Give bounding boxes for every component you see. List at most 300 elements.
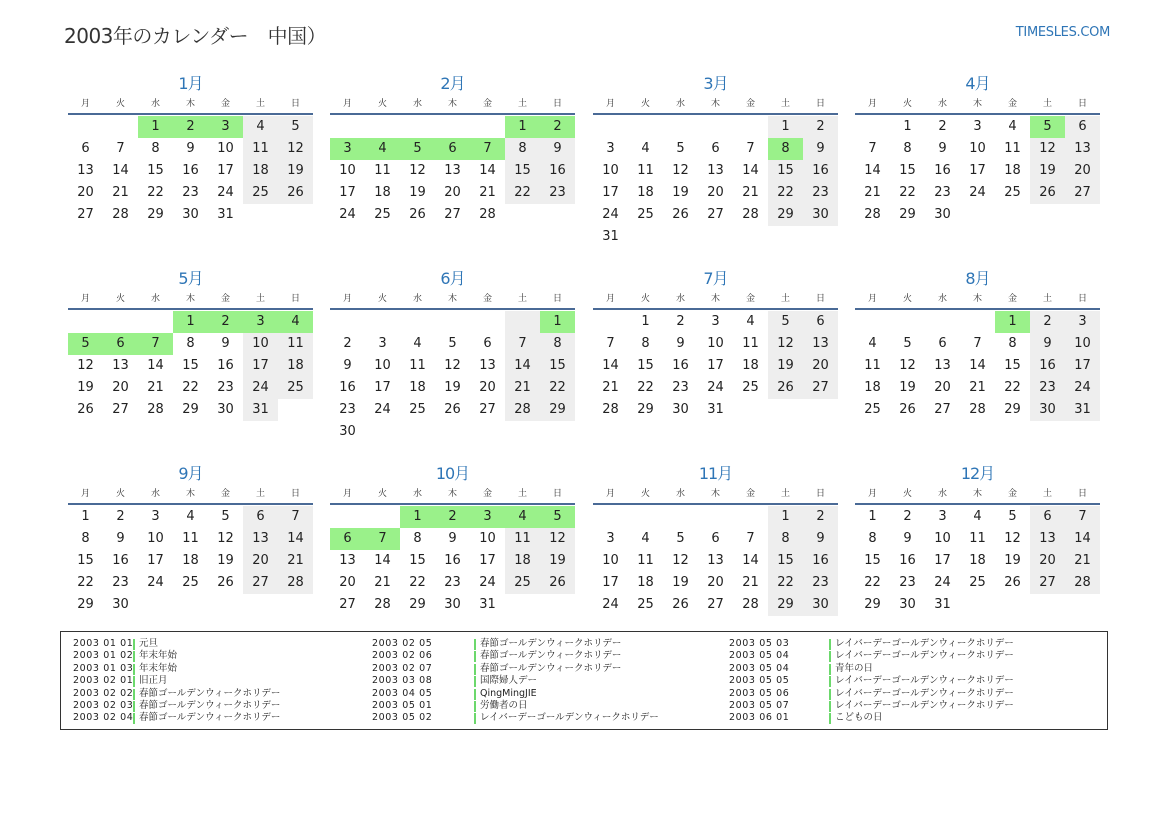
legend-date: 2003 01 03	[73, 662, 134, 674]
month-block	[593, 463, 838, 616]
day-cell: 2	[938, 119, 947, 134]
day-cell: 6	[711, 141, 720, 156]
weekday-label: 火	[902, 99, 912, 109]
day-cell: 29	[182, 402, 199, 417]
weekday-label: 月	[80, 294, 90, 304]
day-cell: 29	[768, 204, 803, 226]
empty-day-cell	[435, 116, 470, 138]
day-cell: 25	[278, 377, 313, 399]
legend-marker	[133, 701, 135, 712]
weekday-label: 木	[185, 294, 195, 304]
empty-day-cell	[960, 311, 995, 333]
day-cell: 9	[343, 358, 352, 373]
legend-holiday-name: 年末年始	[139, 662, 178, 674]
day-cell: 6	[1030, 506, 1065, 528]
day-cell: 26	[672, 207, 689, 222]
day-cell: 5	[221, 509, 230, 524]
legend-holiday-name: 年末年始	[139, 650, 178, 662]
legend-row	[729, 675, 1014, 687]
weekday-label: 月	[867, 99, 877, 109]
day-cell: 2	[435, 506, 470, 528]
day-cell: 15	[899, 163, 916, 178]
empty-day-cell	[365, 311, 400, 333]
month-block	[330, 73, 575, 226]
weekday-label: 水	[412, 294, 422, 304]
day-cell: 26	[278, 182, 313, 204]
legend-row	[73, 675, 280, 687]
day-cell: 28	[1065, 572, 1100, 594]
day-grid	[330, 311, 575, 443]
month-block	[68, 73, 313, 226]
legend-holiday-name: レイバーデーゴールデンウィークホリデー	[835, 638, 1014, 649]
legend-holiday-name: こどもの日	[835, 712, 883, 724]
day-cell: 24	[602, 207, 619, 222]
day-cell: 9	[676, 336, 685, 351]
weekday-label: 土	[255, 294, 265, 304]
day-cell: 18	[243, 160, 278, 182]
legend-marker	[474, 651, 476, 662]
day-cell: 30	[1030, 399, 1065, 421]
weekday-header	[855, 487, 1100, 501]
day-cell: 6	[435, 138, 470, 160]
day-cell: 6	[103, 333, 138, 355]
day-cell: 2	[1030, 311, 1065, 333]
legend-date: 2003 02 07	[372, 662, 433, 674]
day-cell: 7	[973, 336, 982, 351]
day-cell: 30	[803, 204, 838, 226]
day-cell: 12	[1030, 138, 1065, 160]
day-cell: 15	[768, 160, 803, 182]
day-cell: 14	[505, 355, 540, 377]
empty-day-cell	[243, 594, 278, 616]
legend-holiday-name: 国際婦人デー	[480, 675, 538, 687]
legend-date: 2003 02 04	[73, 712, 134, 724]
day-cell: 26	[444, 402, 461, 417]
weekday-header	[68, 487, 313, 501]
weekday-label: 水	[675, 99, 685, 109]
day-cell: 28	[969, 402, 986, 417]
empty-day-cell	[803, 226, 838, 248]
legend-marker	[474, 639, 476, 650]
day-grid	[593, 116, 838, 248]
day-cell: 19	[540, 550, 575, 572]
day-cell: 13	[803, 333, 838, 355]
empty-day-cell	[208, 594, 243, 616]
weekday-label: 木	[972, 294, 982, 304]
day-cell: 7	[365, 528, 400, 550]
empty-day-cell	[505, 421, 540, 443]
day-cell: 22	[768, 182, 803, 204]
empty-day-cell	[628, 116, 663, 138]
day-cell: 11	[243, 138, 278, 160]
empty-day-cell	[365, 116, 400, 138]
day-cell: 13	[243, 528, 278, 550]
day-cell: 11	[374, 163, 391, 178]
day-cell: 6	[1065, 116, 1100, 138]
day-cell: 10	[1065, 333, 1100, 355]
empty-day-cell	[68, 116, 103, 138]
month-name: 8月	[965, 269, 990, 288]
empty-day-cell	[103, 116, 138, 138]
empty-day-cell	[400, 311, 435, 333]
day-cell: 8	[413, 531, 422, 546]
empty-day-cell	[803, 399, 838, 421]
day-cell: 7	[278, 506, 313, 528]
day-cell: 1	[81, 509, 90, 524]
empty-day-cell	[925, 311, 960, 333]
day-cell: 12	[672, 553, 689, 568]
empty-day-cell	[400, 116, 435, 138]
weekday-label: 水	[675, 489, 685, 499]
weekday-label: 水	[937, 294, 947, 304]
day-cell: 20	[707, 575, 724, 590]
weekday-label: 水	[150, 99, 160, 109]
day-grid	[330, 116, 575, 226]
legend-holiday-name: レイバーデーゴールデンウィークホリデー	[835, 687, 1014, 699]
day-cell: 28	[742, 597, 759, 612]
day-cell: 22	[899, 185, 916, 200]
day-cell: 22	[1004, 380, 1021, 395]
day-cell: 1	[641, 314, 650, 329]
empty-day-cell	[1030, 204, 1065, 226]
legend-marker	[829, 713, 831, 724]
day-cell: 3	[243, 311, 278, 333]
legend-holiday-name: 春節ゴールデンウィークホリデー	[480, 650, 622, 662]
day-grid	[593, 311, 838, 421]
day-cell: 19	[1030, 160, 1065, 182]
day-grid	[68, 116, 313, 226]
legend-date: 2003 02 01	[73, 675, 134, 687]
weekday-label: 水	[675, 294, 685, 304]
day-cell: 12	[77, 358, 94, 373]
day-cell: 7	[505, 333, 540, 355]
month-block	[68, 463, 313, 616]
month-divider	[593, 113, 838, 115]
weekday-label: 月	[80, 489, 90, 499]
day-cell: 8	[505, 138, 540, 160]
month-divider	[593, 308, 838, 310]
day-cell: 3	[711, 314, 720, 329]
day-cell: 11	[182, 531, 199, 546]
day-cell: 10	[243, 333, 278, 355]
day-cell: 29	[540, 399, 575, 421]
day-cell: 21	[112, 185, 129, 200]
day-cell: 10	[602, 553, 619, 568]
month-block	[593, 73, 838, 248]
month-name: 9月	[178, 464, 203, 483]
legend-column-1	[73, 638, 280, 725]
day-cell: 21	[864, 185, 881, 200]
day-cell: 27	[803, 377, 838, 399]
day-cell: 4	[1008, 119, 1017, 134]
day-cell: 10	[707, 336, 724, 351]
day-cell: 4	[186, 509, 195, 524]
empty-day-cell	[1065, 204, 1100, 226]
empty-day-cell	[330, 116, 365, 138]
day-cell: 1	[400, 506, 435, 528]
legend-holiday-name: レイバーデーゴールデンウィークホリデー	[835, 650, 1014, 662]
weekday-label: 木	[972, 99, 982, 109]
day-cell: 25	[969, 575, 986, 590]
day-cell: 12	[672, 163, 689, 178]
weekday-label: 木	[447, 489, 457, 499]
legend-holiday-name: レイバーデーゴールデンウィークホリデー	[835, 675, 1014, 687]
weekday-label: 土	[517, 489, 527, 499]
day-cell: 25	[637, 207, 654, 222]
day-cell: 23	[339, 402, 356, 417]
month-divider	[593, 503, 838, 505]
legend-holiday-name: 春節ゴールデンウィークホリデー	[480, 662, 622, 674]
weekday-label: 金	[1007, 489, 1017, 499]
day-cell: 27	[444, 207, 461, 222]
weekday-label: 日	[552, 294, 562, 304]
empty-day-cell	[960, 204, 995, 226]
page-title: 2003年のカレンダー 中国）	[64, 24, 327, 48]
day-cell: 9	[803, 138, 838, 160]
legend-row	[372, 638, 659, 650]
empty-day-cell	[278, 204, 313, 226]
day-cell: 25	[505, 572, 540, 594]
day-cell: 23	[899, 575, 916, 590]
day-cell: 14	[742, 553, 759, 568]
day-cell: 2	[208, 311, 243, 333]
day-cell: 31	[602, 229, 619, 244]
day-cell: 14	[742, 163, 759, 178]
empty-day-cell	[330, 506, 365, 528]
day-cell: 8	[903, 141, 912, 156]
empty-day-cell	[400, 421, 435, 443]
weekday-label: 火	[115, 294, 125, 304]
day-cell: 5	[1030, 116, 1065, 138]
day-cell: 11	[409, 358, 426, 373]
day-cell: 2	[803, 506, 838, 528]
site-watermark: TIMESLES.COM	[1015, 25, 1110, 40]
legend-marker	[829, 664, 831, 675]
legend-holiday-name: 春節ゴールデンウィークホリデー	[139, 699, 281, 711]
day-grid	[855, 506, 1100, 616]
day-cell: 18	[637, 575, 654, 590]
weekday-label: 火	[377, 489, 387, 499]
weekday-label: 金	[482, 489, 492, 499]
day-cell: 30	[672, 402, 689, 417]
day-cell: 18	[505, 550, 540, 572]
empty-day-cell	[470, 311, 505, 333]
legend-holiday-name: 春節ゴールデンウィークホリデー	[139, 687, 281, 699]
day-cell: 23	[803, 182, 838, 204]
day-cell: 17	[243, 355, 278, 377]
legend-row	[729, 688, 1014, 700]
empty-day-cell	[365, 421, 400, 443]
day-cell: 17	[969, 163, 986, 178]
day-cell: 8	[1008, 336, 1017, 351]
day-cell: 3	[378, 336, 387, 351]
legend-date: 2003 05 02	[372, 712, 433, 724]
empty-day-cell	[698, 506, 733, 528]
legend-row	[372, 650, 659, 662]
day-cell: 17	[147, 553, 164, 568]
day-cell: 9	[116, 531, 125, 546]
day-cell: 4	[243, 116, 278, 138]
weekday-label: 木	[185, 489, 195, 499]
day-cell: 1	[868, 509, 877, 524]
legend-date: 2003 05 04	[729, 662, 790, 674]
empty-day-cell	[593, 311, 628, 333]
day-cell: 25	[637, 597, 654, 612]
legend-row	[729, 650, 1014, 662]
day-cell: 18	[969, 553, 986, 568]
day-cell: 28	[479, 207, 496, 222]
day-cell: 6	[81, 141, 90, 156]
day-cell: 2	[803, 116, 838, 138]
weekday-label: 土	[780, 294, 790, 304]
day-cell: 17	[217, 163, 234, 178]
legend-marker	[133, 713, 135, 724]
day-cell: 5	[68, 333, 103, 355]
day-cell: 22	[637, 380, 654, 395]
day-cell: 5	[448, 336, 457, 351]
day-cell: 12	[444, 358, 461, 373]
weekday-label: 金	[745, 489, 755, 499]
day-cell: 2	[343, 336, 352, 351]
day-cell: 23	[217, 380, 234, 395]
day-cell: 14	[374, 553, 391, 568]
month-divider	[68, 308, 313, 310]
day-cell: 8	[186, 336, 195, 351]
day-cell: 17	[602, 185, 619, 200]
day-cell: 19	[768, 355, 803, 377]
day-cell: 31	[934, 597, 951, 612]
day-cell: 11	[742, 336, 759, 351]
day-cell: 30	[182, 207, 199, 222]
day-cell: 24	[147, 575, 164, 590]
day-cell: 28	[602, 402, 619, 417]
month-divider	[330, 503, 575, 505]
day-cell: 7	[746, 141, 755, 156]
day-cell: 20	[112, 380, 129, 395]
legend-date: 2003 06 01	[729, 712, 790, 724]
day-cell: 4	[505, 506, 540, 528]
weekday-label: 水	[412, 99, 422, 109]
legend-holiday-name: 春節ゴールデンウィークホリデー	[139, 712, 281, 724]
day-cell: 16	[672, 358, 689, 373]
day-cell: 12	[540, 528, 575, 550]
month-divider	[68, 113, 313, 115]
day-cell: 3	[938, 509, 947, 524]
legend-holiday-name: 旧正月	[139, 675, 168, 687]
day-cell: 1	[768, 116, 803, 138]
day-cell: 11	[864, 358, 881, 373]
day-cell: 24	[374, 402, 391, 417]
day-cell: 4	[973, 509, 982, 524]
day-cell: 30	[803, 594, 838, 616]
day-cell: 4	[413, 336, 422, 351]
legend-marker	[829, 676, 831, 687]
day-cell: 20	[479, 380, 496, 395]
day-cell: 20	[1030, 550, 1065, 572]
day-cell: 22	[864, 575, 881, 590]
day-cell: 27	[243, 572, 278, 594]
day-cell: 27	[479, 402, 496, 417]
empty-day-cell	[960, 594, 995, 616]
day-cell: 24	[479, 575, 496, 590]
month-block	[68, 268, 313, 421]
day-cell: 18	[742, 358, 759, 373]
month-divider	[855, 503, 1100, 505]
day-cell: 31	[707, 402, 724, 417]
legend-row	[73, 688, 280, 700]
day-cell: 23	[444, 575, 461, 590]
day-cell: 1	[540, 311, 575, 333]
day-cell: 22	[182, 380, 199, 395]
day-cell: 1	[995, 311, 1030, 333]
day-cell: 16	[934, 163, 951, 178]
weekday-label: 日	[552, 489, 562, 499]
empty-day-cell	[278, 399, 313, 421]
day-cell: 19	[899, 380, 916, 395]
day-cell: 7	[746, 531, 755, 546]
day-cell: 18	[278, 355, 313, 377]
day-cell: 12	[278, 138, 313, 160]
day-cell: 9	[938, 141, 947, 156]
day-cell: 7	[868, 141, 877, 156]
empty-day-cell	[540, 594, 575, 616]
weekday-label: 日	[815, 99, 825, 109]
weekday-label: 火	[115, 99, 125, 109]
weekday-label: 月	[80, 99, 90, 109]
day-grid	[855, 116, 1100, 226]
day-cell: 8	[641, 336, 650, 351]
weekday-label: 火	[377, 294, 387, 304]
weekday-label: 金	[220, 99, 230, 109]
day-cell: 9	[903, 531, 912, 546]
day-cell: 2	[676, 314, 685, 329]
weekday-label: 日	[815, 489, 825, 499]
legend-marker	[133, 639, 135, 650]
day-cell: 8	[81, 531, 90, 546]
empty-day-cell	[593, 506, 628, 528]
day-grid	[68, 506, 313, 616]
day-cell: 19	[672, 185, 689, 200]
legend-holiday-name: レイバーデーゴールデンウィークホリデー	[835, 699, 1014, 711]
month-name: 4月	[965, 74, 990, 93]
weekday-label: 水	[412, 489, 422, 499]
day-cell: 22	[768, 572, 803, 594]
day-cell: 19	[409, 185, 426, 200]
legend-marker	[474, 689, 476, 700]
weekday-label: 木	[447, 294, 457, 304]
day-cell: 3	[151, 509, 160, 524]
month-block	[330, 463, 575, 616]
day-cell: 31	[1065, 399, 1100, 421]
day-cell: 16	[1030, 355, 1065, 377]
legend-row	[73, 650, 280, 662]
day-cell: 12	[899, 358, 916, 373]
day-cell: 10	[934, 531, 951, 546]
legend-date: 2003 02 03	[73, 699, 134, 711]
empty-day-cell	[540, 204, 575, 226]
day-cell: 28	[505, 399, 540, 421]
empty-day-cell	[278, 594, 313, 616]
day-cell: 24	[969, 185, 986, 200]
day-cell: 10	[217, 141, 234, 156]
legend-row	[372, 675, 659, 687]
legend-date: 2003 05 05	[729, 675, 790, 687]
weekday-label: 土	[1042, 489, 1052, 499]
legend-date: 2003 05 01	[372, 699, 433, 711]
day-cell: 27	[707, 597, 724, 612]
day-grid	[855, 311, 1100, 421]
day-cell: 31	[243, 399, 278, 421]
